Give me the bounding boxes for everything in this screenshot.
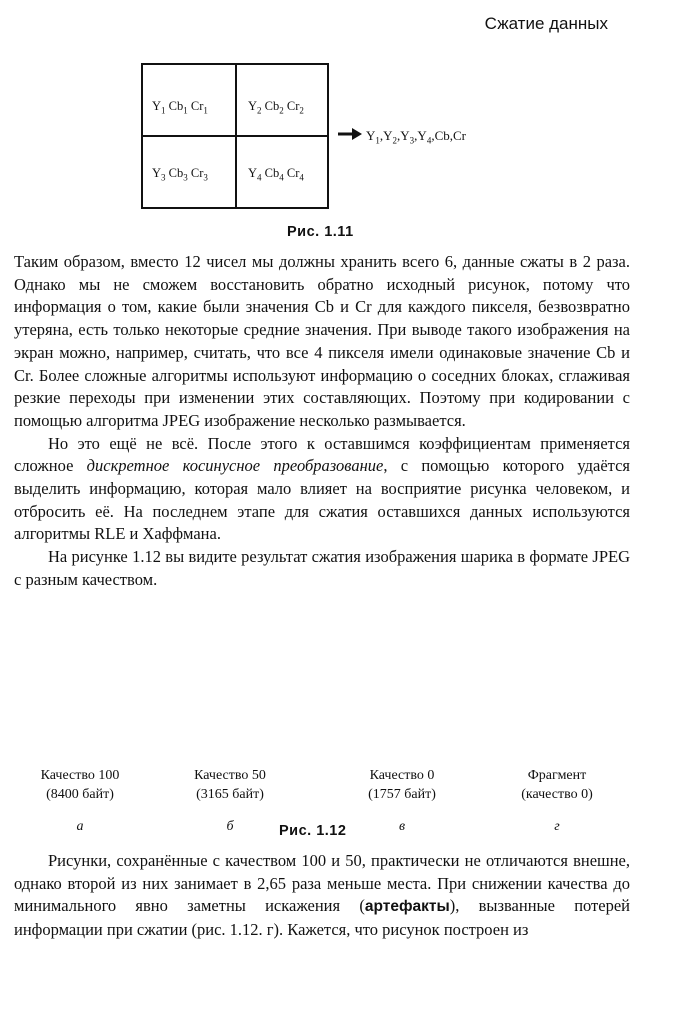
body-text-bottom xyxy=(14,850,630,942)
body-text-top xyxy=(14,251,630,592)
figure-item-a: Качество 100 (8400 байт) а xyxy=(40,768,120,834)
term-artifacts: артефакты xyxy=(364,898,450,916)
figure-caption-1-11: Рис. 1.11 xyxy=(287,224,354,240)
figure-item-b: Качество 50 (3165 байт) б xyxy=(194,768,266,834)
grid-cell-1: $Y_1$ $Cb_1$ $Cr_1$ xyxy=(152,99,208,116)
grid-cell-4: $Y_4$ $Cb_4$ $Cr_4$ xyxy=(248,166,304,183)
running-head: Сжатие данных xyxy=(484,14,608,33)
grid-divider-horizontal xyxy=(143,135,327,137)
figure-item-c: Качество 0 (1757 байт) в xyxy=(368,768,436,834)
compressed-values: $Y_1,Y_2,Y_3,Y_4,Cb,Cr$ xyxy=(366,128,466,146)
paragraph-4: Рисунки, сохранённые с качеством 100 и 50, практически не отличаются внешне, однако второй из них занимает в 2,65 раза меньше места. При снижении качества до минимального явно заметны искажения (артефакты), вызванные потерей информации при сжатии (рис. 1.12. г). Кажется, что рисунок построен из xyxy=(14,851,630,940)
grid-cell-3: $Y_3$ $Cb_3$ $Cr_3$ xyxy=(152,166,208,183)
emphasis-dct: дискретное косинусное преобразование xyxy=(86,456,384,476)
arrow-right-icon xyxy=(338,128,362,140)
paragraph-2: Но это ещё не всё. После этого к оставшимся коэффициентам применяется сложное дискретное косинусное преобразование, с помощью которого удаётся выделить информацию, которая мало влияет на восприятие рисунка человеком, и отбросить её. На последнем этапе для сжатия оставшихся данных используются алгоритмы RLE и Хаффмана. xyxy=(14,433,630,544)
paragraph-1: Таким образом, вместо 12 чисел мы должны хранить всего 6, данные сжаты в 2 раза. Однако мы не сможем восстановить обратно исходный рисунок, потому что информация о том, какие были значения Cb и Cr для каждого пикселя, безвозвратно утеряна, есть только некоторые средние значения. При выводе такого изображения на экран можно, например, считать, что все 4 пикселя имели одинаковые значение Cb и Cr. Более сложные алгоритмы используют информацию о соседних блоках, сглаживая резкие переходы при изменении этих составляющих. Поэтому при кодировании с помощью алгоритма JPEG изображение несколько размывается. xyxy=(14,252,630,430)
grid-cell-2: $Y_2$ $Cb_2$ $Cr_2$ xyxy=(248,99,304,116)
paragraph-3: На рисунке 1.12 вы видите результат сжатия изображения шарика в формате JPEG с разным качеством. xyxy=(14,547,630,589)
figure-caption-1-12: Рис. 1.12 xyxy=(279,823,347,839)
pixel-block-grid xyxy=(141,63,329,209)
figure-item-d: Фрагмент (качество 0) г xyxy=(521,768,593,834)
